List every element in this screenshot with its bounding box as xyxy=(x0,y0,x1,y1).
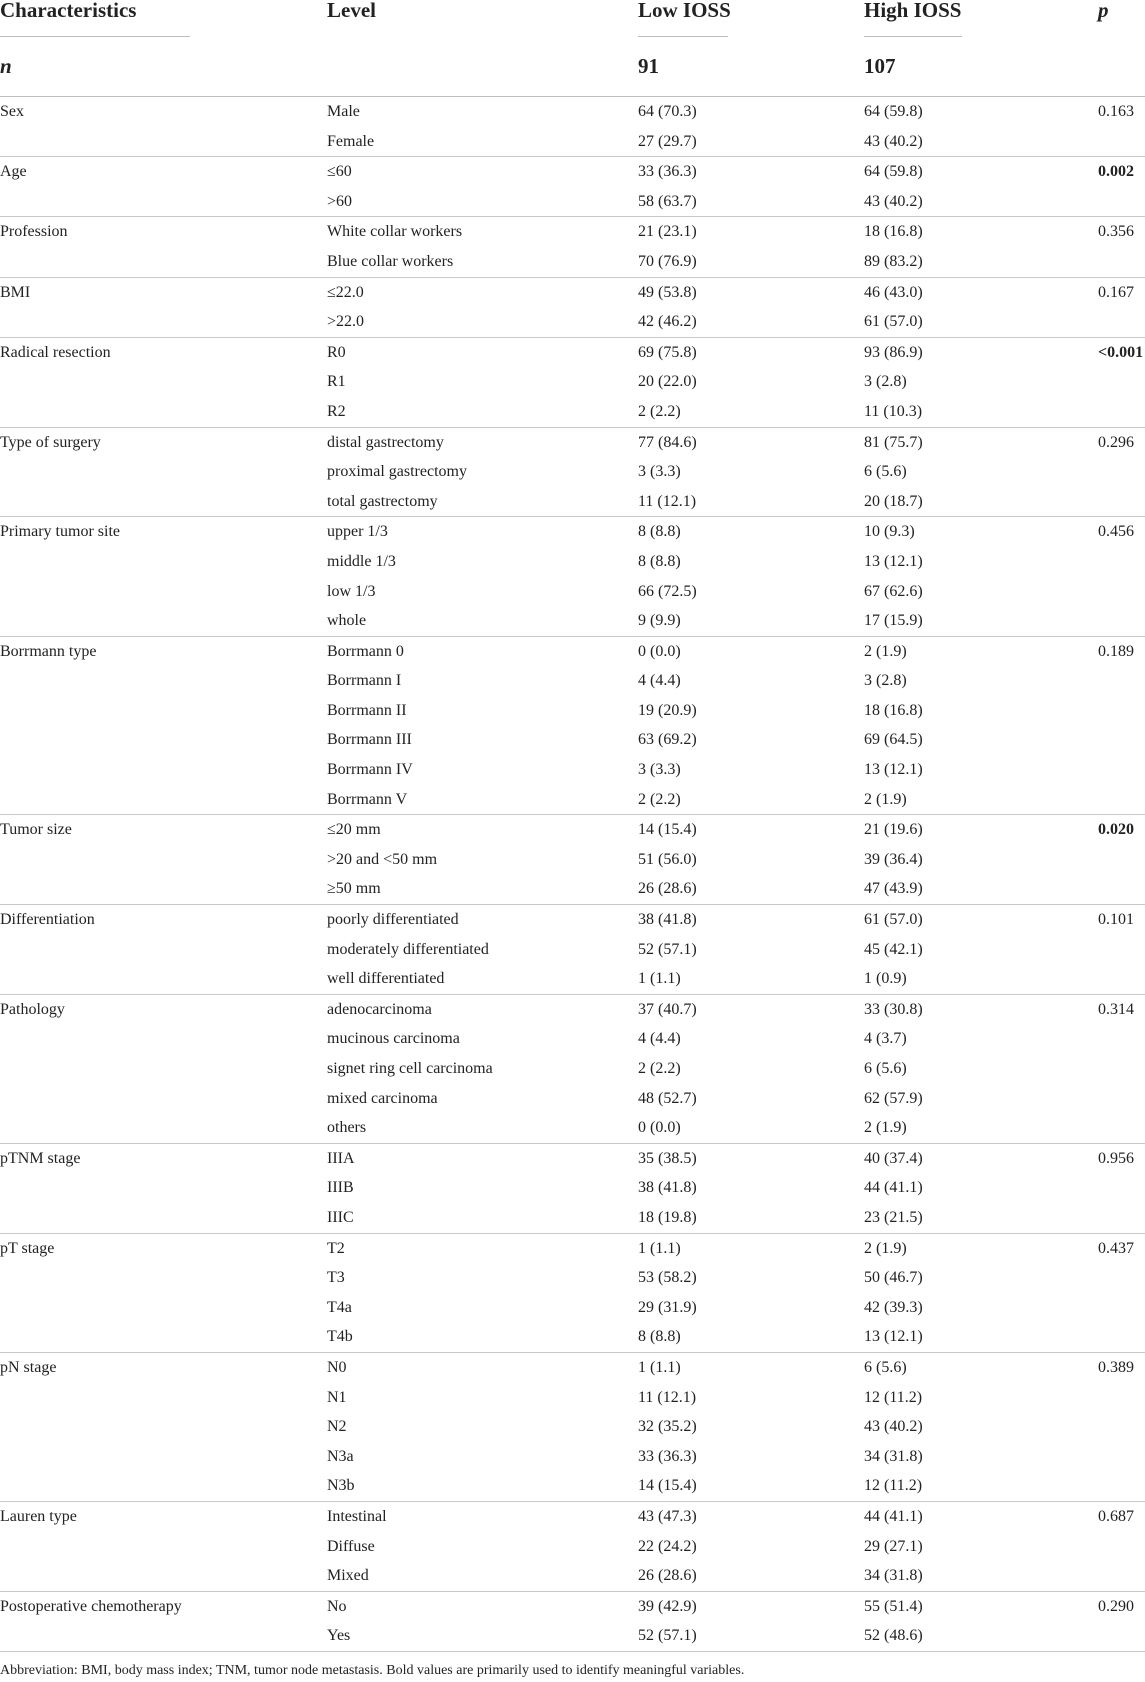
table-row xyxy=(0,1054,1145,1084)
table-row xyxy=(0,307,1145,337)
low-ioss-cell: 21 (23.1) xyxy=(638,223,697,241)
table-row xyxy=(0,428,1145,458)
row-group xyxy=(0,157,1145,217)
p-value-cell: 0.389 xyxy=(1098,1358,1134,1376)
low-ioss-cell: 33 (36.3) xyxy=(638,163,697,181)
level-cell: N2 xyxy=(327,1418,347,1436)
level-cell: Mixed xyxy=(327,1567,369,1585)
high-ioss-cell: 33 (30.8) xyxy=(864,1000,923,1018)
high-ioss-cell: 13 (12.1) xyxy=(864,761,923,779)
characteristic-name: Borrmann type xyxy=(0,642,97,660)
high-ioss-cell: 2 (1.9) xyxy=(864,1239,907,1257)
level-cell: others xyxy=(327,1119,367,1137)
characteristic-name: Pathology xyxy=(0,1000,65,1018)
header-rule-low xyxy=(638,36,728,37)
low-ioss-cell: 48 (52.7) xyxy=(638,1089,697,1107)
row-group xyxy=(0,1502,1145,1592)
table-row xyxy=(0,995,1145,1025)
table-row xyxy=(0,127,1145,157)
high-ioss-cell: 1 (0.9) xyxy=(864,970,907,988)
low-ioss-cell: 51 (56.0) xyxy=(638,850,697,868)
low-ioss-cell: 4 (4.4) xyxy=(638,1030,681,1048)
row-group xyxy=(0,278,1145,338)
high-ioss-cell: 61 (57.0) xyxy=(864,313,923,331)
level-cell: R1 xyxy=(327,373,346,391)
characteristic-name: BMI xyxy=(0,283,31,301)
table-row xyxy=(0,905,1145,935)
p-value-cell: 0.956 xyxy=(1098,1149,1134,1167)
characteristic-name: Sex xyxy=(0,103,24,120)
row-group xyxy=(0,97,1145,157)
low-ioss-cell: 14 (15.4) xyxy=(638,1477,697,1495)
low-ioss-cell: 1 (1.1) xyxy=(638,1239,681,1257)
level-cell: Male xyxy=(327,103,360,120)
table-row xyxy=(0,935,1145,965)
level-cell: adenocarcinoma xyxy=(327,1000,432,1018)
high-ioss-cell: 12 (11.2) xyxy=(864,1477,923,1495)
low-ioss-cell: 64 (70.3) xyxy=(638,103,697,120)
level-cell: No xyxy=(327,1597,347,1615)
table-row xyxy=(0,338,1145,368)
low-ioss-cell: 52 (57.1) xyxy=(638,940,697,958)
high-ioss-cell: 18 (16.8) xyxy=(864,701,923,719)
level-cell: Borrmann I xyxy=(327,672,402,690)
characteristic-name: Type of surgery xyxy=(0,433,101,451)
table-row xyxy=(0,1412,1145,1442)
low-ioss-cell: 14 (15.4) xyxy=(638,821,697,839)
table-row xyxy=(0,217,1145,247)
table-row xyxy=(0,1144,1145,1174)
table-header xyxy=(0,0,1145,97)
low-ioss-cell: 42 (46.2) xyxy=(638,313,697,331)
table-row xyxy=(0,247,1145,277)
table-row xyxy=(0,1203,1145,1233)
high-ioss-cell: 18 (16.8) xyxy=(864,223,923,241)
level-cell: low 1/3 xyxy=(327,582,376,600)
header-low-ioss: Low IOSS xyxy=(638,0,731,22)
high-ioss-cell: 61 (57.0) xyxy=(864,911,923,929)
low-ioss-cell: 11 (12.1) xyxy=(638,492,697,510)
table-row xyxy=(0,1173,1145,1203)
low-ioss-cell: 9 (9.9) xyxy=(638,612,681,630)
level-cell: T2 xyxy=(327,1239,345,1257)
row-group xyxy=(0,995,1145,1144)
low-ioss-cell: 66 (72.5) xyxy=(638,582,697,600)
row-group xyxy=(0,815,1145,905)
high-ioss-cell: 2 (1.9) xyxy=(864,790,907,808)
level-cell: ≤20 mm xyxy=(327,821,381,839)
table-row xyxy=(0,785,1145,815)
table-footnote: Abbreviation: BMI, body mass index; TNM, tumor node metastasis. Bold values are primarily used to identify meaningful variables. xyxy=(0,1663,745,1678)
high-ioss-cell: 3 (2.8) xyxy=(864,373,907,391)
high-ioss-cell: 43 (40.2) xyxy=(864,192,923,210)
p-value-cell: 0.189 xyxy=(1098,642,1134,660)
level-cell: White collar workers xyxy=(327,223,463,241)
high-ioss-cell: 45 (42.1) xyxy=(864,940,923,958)
characteristic-name: Tumor size xyxy=(0,821,72,839)
level-cell: total gastrectomy xyxy=(327,492,438,510)
level-cell: mucinous carcinoma xyxy=(327,1030,460,1048)
high-ioss-cell: 43 (40.2) xyxy=(864,1418,923,1436)
table-row xyxy=(0,547,1145,577)
low-ioss-cell: 29 (31.9) xyxy=(638,1298,697,1316)
high-ioss-cell: 43 (40.2) xyxy=(864,132,923,150)
level-cell: poorly differentiated xyxy=(327,911,459,929)
low-ioss-cell: 2 (2.2) xyxy=(638,1060,681,1077)
low-ioss-cell: 37 (40.7) xyxy=(638,1000,697,1018)
level-cell: ≤22.0 xyxy=(327,283,364,301)
level-cell: Borrmann III xyxy=(327,731,412,749)
high-ioss-cell: 64 (59.8) xyxy=(864,163,923,181)
table-row xyxy=(0,187,1145,217)
characteristic-name: Radical resection xyxy=(0,343,111,361)
high-ioss-cell: 6 (5.6) xyxy=(864,463,907,481)
level-cell: IIIA xyxy=(327,1149,355,1167)
level-cell: ≤60 xyxy=(327,163,352,181)
row-group xyxy=(0,217,1145,277)
level-cell: Diffuse xyxy=(327,1537,375,1555)
high-ioss-cell: 52 (48.6) xyxy=(864,1627,923,1645)
low-ioss-cell: 4 (4.4) xyxy=(638,672,681,690)
level-cell: Borrmann 0 xyxy=(327,642,404,660)
level-cell: whole xyxy=(327,612,367,630)
header-rule-characteristics xyxy=(0,36,190,37)
low-ioss-cell: 8 (8.8) xyxy=(638,523,681,541)
low-ioss-cell: 69 (75.8) xyxy=(638,343,697,361)
high-ioss-cell: 20 (18.7) xyxy=(864,492,923,510)
header-characteristics: Characteristics xyxy=(0,0,137,22)
high-ioss-cell: 44 (41.1) xyxy=(864,1507,923,1525)
characteristic-name: Lauren type xyxy=(0,1507,77,1525)
high-ioss-cell: 23 (21.5) xyxy=(864,1208,923,1226)
high-ioss-cell: 2 (1.9) xyxy=(864,642,907,660)
characteristic-name: pTNM stage xyxy=(0,1149,81,1167)
table-row xyxy=(0,1353,1145,1383)
low-ioss-cell: 53 (58.2) xyxy=(638,1269,697,1287)
high-ioss-cell: 3 (2.8) xyxy=(864,672,907,690)
p-value-cell: 0.002 xyxy=(1098,163,1134,181)
low-ioss-cell: 77 (84.6) xyxy=(638,433,697,451)
table-row xyxy=(0,487,1145,517)
high-ioss-cell: 6 (5.6) xyxy=(864,1358,907,1376)
high-ioss-cell: 40 (37.4) xyxy=(864,1149,923,1167)
header-rule-high xyxy=(864,36,962,37)
table-row xyxy=(0,815,1145,845)
high-ioss-cell: 13 (12.1) xyxy=(864,1328,923,1346)
low-ioss-cell: 63 (69.2) xyxy=(638,731,697,749)
table-row xyxy=(0,1383,1145,1413)
row-group xyxy=(0,637,1145,816)
high-ioss-cell: 47 (43.9) xyxy=(864,880,923,898)
table-row xyxy=(0,666,1145,696)
p-value-cell: 0.437 xyxy=(1098,1239,1134,1257)
table-row xyxy=(0,845,1145,875)
p-value-cell: <0.001 xyxy=(1098,343,1144,361)
low-ioss-cell: 2 (2.2) xyxy=(638,790,681,808)
table-row xyxy=(0,278,1145,308)
low-ioss-cell: 58 (63.7) xyxy=(638,192,697,210)
n-high: 107 xyxy=(864,54,896,78)
high-ioss-cell: 12 (11.2) xyxy=(864,1388,923,1406)
p-value-cell: 0.020 xyxy=(1098,821,1134,839)
table-row xyxy=(0,1532,1145,1562)
high-ioss-cell: 67 (62.6) xyxy=(864,582,923,600)
low-ioss-cell: 35 (38.5) xyxy=(638,1149,697,1167)
level-cell: mixed carcinoma xyxy=(327,1089,438,1107)
high-ioss-cell: 34 (31.8) xyxy=(864,1447,923,1465)
row-group xyxy=(0,1234,1145,1353)
n-low: 91 xyxy=(638,54,659,78)
level-cell: IIIB xyxy=(327,1179,354,1197)
level-cell: >20 and <50 mm xyxy=(327,850,438,868)
header-p-value: p xyxy=(1098,0,1109,22)
table-row xyxy=(0,1322,1145,1352)
high-ioss-cell: 29 (27.1) xyxy=(864,1537,923,1555)
level-cell: R0 xyxy=(327,343,346,361)
level-cell: T3 xyxy=(327,1269,345,1287)
p-value-cell: 0.356 xyxy=(1098,223,1134,241)
table-row xyxy=(0,606,1145,636)
table-row xyxy=(0,457,1145,487)
row-group xyxy=(0,338,1145,428)
low-ioss-cell: 1 (1.1) xyxy=(638,970,681,988)
table-row xyxy=(0,517,1145,547)
high-ioss-cell: 44 (41.1) xyxy=(864,1179,923,1197)
low-ioss-cell: 49 (53.8) xyxy=(638,283,697,301)
level-cell: Borrmann II xyxy=(327,701,407,719)
low-ioss-cell: 26 (28.6) xyxy=(638,1567,697,1585)
level-cell: >22.0 xyxy=(327,313,365,331)
table-row xyxy=(0,577,1145,607)
p-value-cell: 0.456 xyxy=(1098,523,1134,541)
characteristic-name: Differentiation xyxy=(0,911,95,929)
row-group xyxy=(0,517,1145,636)
high-ioss-cell: 4 (3.7) xyxy=(864,1030,907,1048)
low-ioss-cell: 1 (1.1) xyxy=(638,1358,681,1376)
high-ioss-cell: 17 (15.9) xyxy=(864,612,923,630)
row-group xyxy=(0,1592,1145,1652)
high-ioss-cell: 6 (5.6) xyxy=(864,1060,907,1077)
high-ioss-cell: 11 (10.3) xyxy=(864,402,923,420)
high-ioss-cell: 62 (57.9) xyxy=(864,1089,923,1107)
high-ioss-cell: 64 (59.8) xyxy=(864,103,923,120)
high-ioss-cell: 39 (36.4) xyxy=(864,850,923,868)
low-ioss-cell: 43 (47.3) xyxy=(638,1507,697,1525)
table-row xyxy=(0,1621,1145,1651)
level-cell: well differentiated xyxy=(327,970,445,988)
characteristic-name: Postoperative chemotherapy xyxy=(0,1597,182,1615)
table-row xyxy=(0,1561,1145,1591)
table-row xyxy=(0,1592,1145,1622)
low-ioss-cell: 32 (35.2) xyxy=(638,1418,697,1436)
high-ioss-cell: 10 (9.3) xyxy=(864,523,915,541)
table-row xyxy=(0,1113,1145,1143)
low-ioss-cell: 52 (57.1) xyxy=(638,1627,697,1645)
high-ioss-cell: 13 (12.1) xyxy=(864,552,923,570)
table-row xyxy=(0,97,1145,127)
level-cell: >60 xyxy=(327,192,353,210)
p-value-cell: 0.167 xyxy=(1098,283,1134,301)
low-ioss-cell: 2 (2.2) xyxy=(638,402,681,420)
level-cell: signet ring cell carcinoma xyxy=(327,1060,493,1077)
table-row xyxy=(0,696,1145,726)
level-cell: Female xyxy=(327,132,375,150)
high-ioss-cell: 50 (46.7) xyxy=(864,1269,923,1287)
characteristic-name: pT stage xyxy=(0,1239,55,1257)
p-value-cell: 0.163 xyxy=(1098,103,1134,120)
low-ioss-cell: 39 (42.9) xyxy=(638,1597,697,1615)
low-ioss-cell: 8 (8.8) xyxy=(638,1328,681,1346)
low-ioss-cell: 11 (12.1) xyxy=(638,1388,697,1406)
characteristic-name: Profession xyxy=(0,223,68,241)
level-cell: proximal gastrectomy xyxy=(327,463,467,481)
low-ioss-cell: 18 (19.8) xyxy=(638,1208,697,1226)
high-ioss-cell: 69 (64.5) xyxy=(864,731,923,749)
low-ioss-cell: 22 (24.2) xyxy=(638,1537,697,1555)
table-row xyxy=(0,367,1145,397)
low-ioss-cell: 33 (36.3) xyxy=(638,1447,697,1465)
table-row xyxy=(0,874,1145,904)
high-ioss-cell: 81 (75.7) xyxy=(864,433,923,451)
row-group xyxy=(0,1144,1145,1234)
high-ioss-cell: 89 (83.2) xyxy=(864,252,923,270)
low-ioss-cell: 3 (3.3) xyxy=(638,463,681,481)
low-ioss-cell: 19 (20.9) xyxy=(638,701,697,719)
low-ioss-cell: 26 (28.6) xyxy=(638,880,697,898)
table-row xyxy=(0,1502,1145,1532)
header-level: Level xyxy=(327,0,376,22)
table-row xyxy=(0,1442,1145,1472)
characteristic-name: pN stage xyxy=(0,1358,57,1376)
low-ioss-cell: 3 (3.3) xyxy=(638,761,681,779)
table-row xyxy=(0,1263,1145,1293)
low-ioss-cell: 0 (0.0) xyxy=(638,642,681,660)
high-ioss-cell: 93 (86.9) xyxy=(864,343,923,361)
header-high-ioss: High IOSS xyxy=(864,0,962,22)
low-ioss-cell: 38 (41.8) xyxy=(638,1179,697,1197)
level-cell: middle 1/3 xyxy=(327,552,396,570)
low-ioss-cell: 20 (22.0) xyxy=(638,373,697,391)
table-row xyxy=(0,725,1145,755)
high-ioss-cell: 42 (39.3) xyxy=(864,1298,923,1316)
low-ioss-cell: 0 (0.0) xyxy=(638,1119,681,1137)
low-ioss-cell: 38 (41.8) xyxy=(638,911,697,929)
level-cell: Borrmann V xyxy=(327,790,408,808)
table-row xyxy=(0,755,1145,785)
level-cell: upper 1/3 xyxy=(327,523,388,541)
level-cell: Blue collar workers xyxy=(327,252,454,270)
high-ioss-cell: 2 (1.9) xyxy=(864,1119,907,1137)
table-row xyxy=(0,1024,1145,1054)
table-row xyxy=(0,1084,1145,1114)
characteristic-name: Primary tumor site xyxy=(0,523,120,541)
table-row xyxy=(0,1471,1145,1501)
p-value-cell: 0.687 xyxy=(1098,1507,1134,1525)
table-row xyxy=(0,1293,1145,1323)
table-row xyxy=(0,397,1145,427)
table-row xyxy=(0,964,1145,994)
table-body xyxy=(0,97,1145,1652)
level-cell: N3a xyxy=(327,1447,354,1465)
level-cell: ≥50 mm xyxy=(327,880,381,898)
n-label: n xyxy=(0,54,12,78)
level-cell: T4b xyxy=(327,1328,353,1346)
low-ioss-cell: 70 (76.9) xyxy=(638,252,697,270)
level-cell: Intestinal xyxy=(327,1507,387,1525)
level-cell: distal gastrectomy xyxy=(327,433,444,451)
level-cell: T4a xyxy=(327,1298,352,1316)
level-cell: N0 xyxy=(327,1358,347,1376)
level-cell: moderately differentiated xyxy=(327,940,489,958)
p-value-cell: 0.290 xyxy=(1098,1597,1134,1615)
table-row xyxy=(0,637,1145,667)
level-cell: Borrmann IV xyxy=(327,761,413,779)
level-cell: Yes xyxy=(327,1627,351,1645)
level-cell: IIIC xyxy=(327,1208,354,1226)
high-ioss-cell: 46 (43.0) xyxy=(864,283,923,301)
level-cell: N3b xyxy=(327,1477,355,1495)
level-cell: R2 xyxy=(327,402,346,420)
high-ioss-cell: 21 (19.6) xyxy=(864,821,923,839)
row-group xyxy=(0,1353,1145,1502)
row-group xyxy=(0,428,1145,518)
low-ioss-cell: 27 (29.7) xyxy=(638,132,697,150)
low-ioss-cell: 8 (8.8) xyxy=(638,552,681,570)
p-value-cell: 0.314 xyxy=(1098,1000,1134,1018)
characteristic-name: Age xyxy=(0,163,27,181)
level-cell: N1 xyxy=(327,1388,347,1406)
table-row xyxy=(0,157,1145,187)
high-ioss-cell: 34 (31.8) xyxy=(864,1567,923,1585)
p-value-cell: 0.101 xyxy=(1098,911,1134,929)
row-group xyxy=(0,905,1145,995)
p-value-cell: 0.296 xyxy=(1098,433,1134,451)
high-ioss-cell: 55 (51.4) xyxy=(864,1597,923,1615)
table-row xyxy=(0,1234,1145,1264)
